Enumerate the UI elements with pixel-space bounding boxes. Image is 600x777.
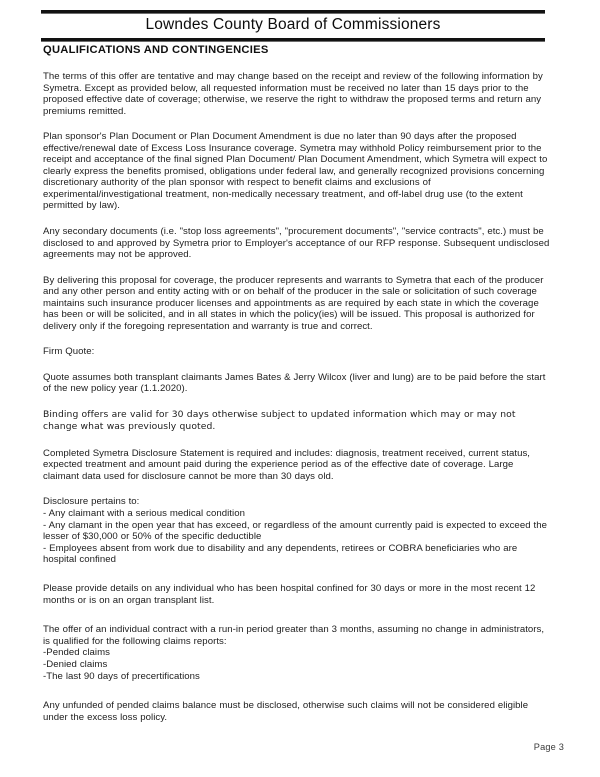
paragraph-transplant-claimants: Quote assumes both transplant claimants James Bates & Jerry Wilcox (liver and lung) are to be paid before the start of the new policy year (1.1.2020).	[43, 371, 546, 395]
claims-reports-block	[43, 624, 550, 682]
paragraph-individual-contract: The offer of an individual contract with a run-in period greater than 3 months, assuming no change in administrators, is qualified for the following claims reports:	[43, 624, 545, 647]
claims-report-item: -Denied claims	[43, 658, 108, 670]
paragraph-unfunded-pended-claims: Any unfunded of pended claims balance must be disclosed, otherwise such claims will not be considered eligible under the excess loss policy.	[43, 700, 529, 723]
label-firm-quote: Firm Quote:	[43, 346, 95, 358]
claims-report-item: -Pended claims	[43, 647, 110, 659]
disclosure-list-item: - Employees absent from work due to disability and any dependents, retirees or COBRA beneficiaries who are hospital confined	[43, 542, 518, 566]
paragraph-producer-warranty: By delivering this proposal for coverage, the producer represents and warrants to Symetra that each of the producer and any other person and entity acting with or on behalf of the producer in the sale or solicitation of such coverage maintains such insurance producer licenses and appointments as are required by each state in which the coverage has been or will be solicited, and in all states in which the policy(ies) will be issued. This proposal is authorized for delivery only if the foregoing representation and warranty is true and correct.	[43, 274, 544, 332]
paragraph-disclosure-statement: Completed Symetra Disclosure Statement is required and includes: diagnosis, treatment received, current status, expected treatment and amount paid during the experience period as of the effective date of coverage. Large claimant data used for disclosure cannot be more than 30 days old.	[43, 447, 531, 482]
paragraph-secondary-documents: Any secondary documents (i.e. "stop loss agreements", "procurement documents", "service contracts", etc.) must be disclosed to and approved by Symetra prior to Employer's acceptance of our RFP response. Subsequent undisclosed agreements may not be approved.	[43, 226, 550, 261]
claims-report-item: -The last 90 days of precertifications	[43, 670, 200, 682]
paragraph-binding-offers: Binding offers are valid for 30 days otherwise subject to updated information which may or may not change what was previously quoted.	[43, 409, 516, 433]
document-body	[43, 71, 550, 734]
disclosure-list-item: - Any claimant with a serious medical condition	[43, 508, 245, 520]
disclosure-list-item: - Any clamant in the open year that has exceed, or regardless of the amount currently paid is expected to exceed the lesser of $30,000 or 50% of the specific deductible	[43, 519, 547, 543]
label-disclosure-pertains-to: Disclosure pertains to:	[43, 496, 140, 508]
page-number: Page 3	[533, 742, 564, 752]
section-heading: QUALIFICATIONS AND CONTINGENCIES	[43, 44, 269, 56]
document-header	[41, 10, 545, 41]
paragraph-plan-document: Plan sponsor's Plan Document or Plan Document Amendment is due no later than 90 days after the proposed effective/renewal date of Excess Loss Insurance coverage. Symetra may withhold Policy reimbursement prior to the receipt and acceptance of the final signed Plan Document/ Plan Document Amendment, which Symetra will expect to clearly express the benefits promised, obligations under federal law, and generally recognized provisions concerning discretionary authority of the plan sponsor with respect to benefit claims and exclusions of experimental/investigational treatment, non-medically necessary treatment, and off-label drug use (to the extent permitted by law).	[43, 131, 548, 212]
disclosure-list	[43, 496, 550, 566]
paragraph-terms-of-offer: The terms of this offer are tentative and may change based on the receipt and review of the following information by Symetra. Except as provided below, all requested information must be received no later than 15 days prior to the proposed effective date of coverage; otherwise, we reserve the right to withdraw the proposed terms and return any premiums remitted.	[43, 71, 543, 117]
header-title: Lowndes County Board of Commissioners	[145, 16, 441, 33]
paragraph-hospital-confined-details: Please provide details on any individual who has been hospital confined for 30 days or more in the most recent 12 months or is on an organ transplant list.	[43, 583, 536, 606]
header-rule-bottom	[41, 38, 545, 41]
